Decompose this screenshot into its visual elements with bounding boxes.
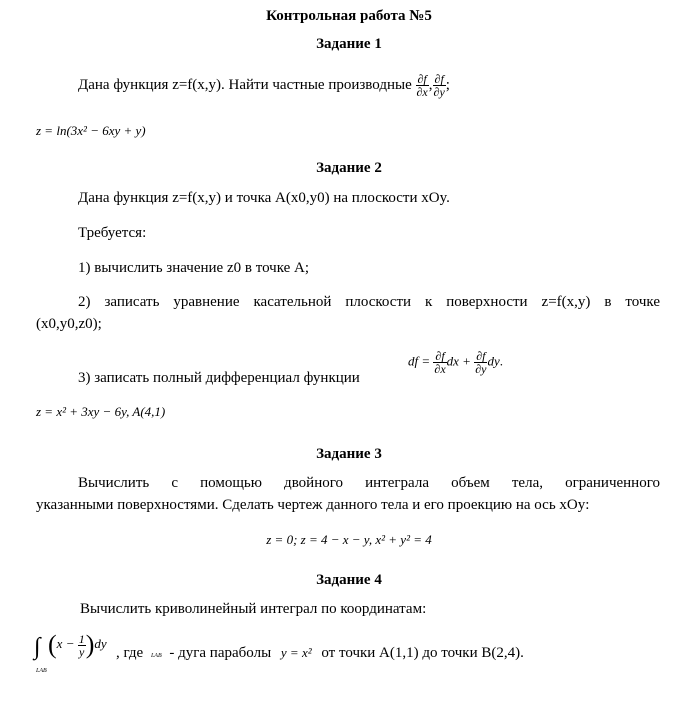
one-over-y: $\frac{1}{y}$ — [78, 631, 85, 659]
task4-intro: Вычислить криволинейный интеграл по координатам: — [80, 601, 427, 617]
task3-line2: указанными поверхностями. Сделать чертеж данного тела и его проекцию на ось xOy: — [36, 497, 590, 513]
partial-fx: $\frac{\partial f}{\partial x}$ — [416, 72, 428, 99]
task2-formula: z = x² + 3xy − 6y, A(4,1) — [36, 404, 166, 419]
task2-intro: Дана функция z=f(x,y) и точка A(x0,y0) на плоскости xOy. — [78, 190, 450, 206]
document-title: Контрольная работа №5 — [266, 8, 432, 24]
task1-formula: z = ln(3x² − 6xy + y) — [36, 123, 146, 138]
task1-text: Дана функция z=f(x,y). Найти частные производные $\frac{\partial f}{\partial x}$ , $\frac{\partial f}{\partial y}$ ; — [78, 72, 450, 99]
task2-item2-line1: 2) записать уравнение касательной плоскости к поверхности z=f(x,y) в точке — [78, 294, 660, 310]
task3-formula: z = 0; z = 4 − x − y, x² + y² = 4 — [266, 532, 432, 547]
task1-heading: Задание 1 — [316, 36, 382, 52]
partial-fy: $\frac{\partial f}{\partial y}$ — [433, 72, 445, 99]
task2-required: Требуется: — [78, 225, 147, 241]
task2-heading: Задание 2 — [316, 160, 382, 176]
integral-lower-limit: LAB — [36, 668, 47, 674]
task3-line1: Вычислить с помощью двойного интеграла объем тела, ограниченного — [78, 475, 660, 491]
task4-heading: Задание 4 — [316, 572, 382, 588]
task2-item3: 3) записать полный дифференциал функции — [78, 370, 360, 386]
task2-item2-line2: (x0,y0,z0); — [36, 316, 102, 332]
task3-heading: Задание 3 — [316, 446, 382, 462]
total-differential-formula: df = $\frac{\partial f}{\partial x}$ dx + $\frac{\partial f}{\partial y}$ dy. — [408, 349, 503, 376]
integral-sign: ∫ — [34, 634, 41, 660]
task2-item1: 1) вычислить значение z0 в точке A; — [78, 260, 310, 276]
task4-description: , где LAB - дуга параболы y = x² от точки A(1,1) до точки B(2,4). — [116, 645, 524, 661]
task1-statement: Дана функция z=f(x,y). Найти частные производные — [78, 76, 412, 93]
